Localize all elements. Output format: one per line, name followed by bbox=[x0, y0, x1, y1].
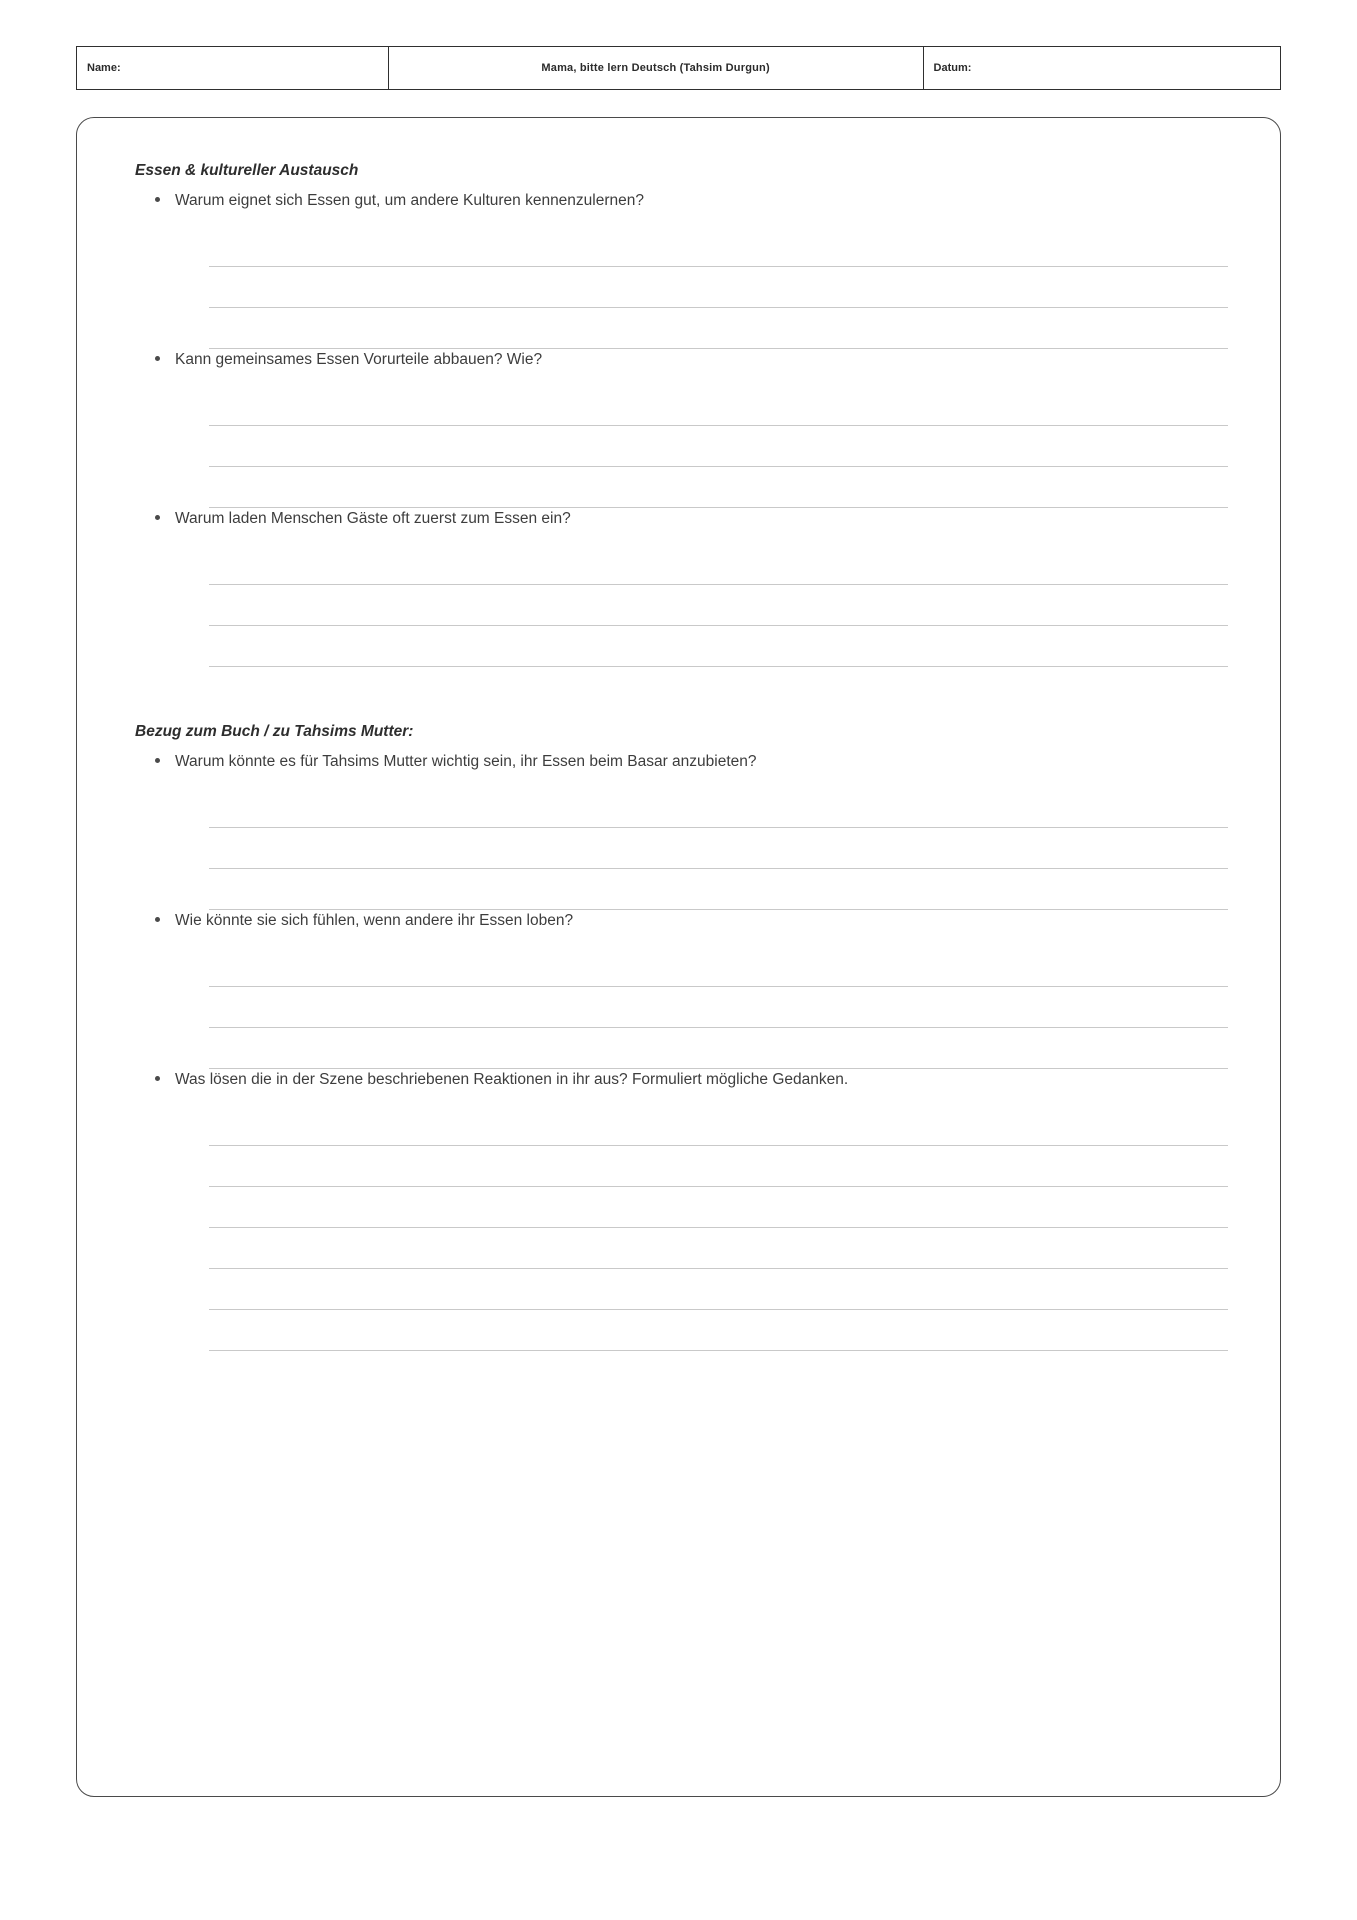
section-title-1: Essen & kultureller Austausch bbox=[135, 162, 359, 179]
question-text: Warum könnte es für Tahsims Mutter wichtig sein, ihr Essen beim Basar anzubieten? bbox=[175, 753, 757, 770]
question-text: Was lösen die in der Szene beschriebenen Reaktionen in ihr aus? Formuliert mögliche Gedanken. bbox=[175, 1071, 849, 1088]
answer-line[interactable] bbox=[209, 426, 1228, 467]
bullet-icon bbox=[155, 356, 160, 361]
question-text: Wie könnte sie sich fühlen, wenn andere ihr Essen loben? bbox=[175, 912, 574, 929]
question-text: Warum eignet sich Essen gut, um andere Kulturen kennenzulernen? bbox=[175, 192, 645, 209]
question-list-1 bbox=[121, 190, 1236, 667]
answer-lines[interactable] bbox=[175, 946, 1236, 1069]
bullet-icon bbox=[155, 1076, 160, 1081]
question-item bbox=[121, 751, 1236, 910]
answer-line[interactable] bbox=[209, 544, 1228, 585]
answer-line[interactable] bbox=[209, 1028, 1228, 1069]
answer-line[interactable] bbox=[209, 1146, 1228, 1187]
answer-lines[interactable] bbox=[175, 226, 1236, 349]
question-item bbox=[121, 508, 1236, 667]
content-box bbox=[76, 117, 1281, 1797]
header-row bbox=[77, 47, 1281, 90]
answer-lines[interactable] bbox=[175, 544, 1236, 667]
bullet-icon bbox=[155, 758, 160, 763]
answer-line[interactable] bbox=[209, 226, 1228, 267]
answer-line[interactable] bbox=[209, 1269, 1228, 1310]
answer-line[interactable] bbox=[209, 585, 1228, 626]
answer-line[interactable] bbox=[209, 1105, 1228, 1146]
answer-line[interactable] bbox=[209, 1310, 1228, 1351]
answer-lines[interactable] bbox=[175, 1105, 1236, 1351]
answer-line[interactable] bbox=[209, 869, 1228, 910]
answer-line[interactable] bbox=[209, 946, 1228, 987]
answer-line[interactable] bbox=[209, 828, 1228, 869]
answer-line[interactable] bbox=[209, 308, 1228, 349]
answer-line[interactable] bbox=[209, 626, 1228, 667]
header-table bbox=[76, 46, 1281, 90]
bullet-icon bbox=[155, 515, 160, 520]
question-item bbox=[121, 349, 1236, 508]
bullet-icon bbox=[155, 197, 160, 202]
name-field-label: Name: bbox=[77, 47, 389, 90]
date-field-label: Datum: bbox=[923, 47, 1280, 90]
answer-line[interactable] bbox=[209, 1228, 1228, 1269]
answer-line[interactable] bbox=[209, 987, 1228, 1028]
question-item bbox=[121, 910, 1236, 1069]
answer-line[interactable] bbox=[209, 1187, 1228, 1228]
answer-lines[interactable] bbox=[175, 787, 1236, 910]
answer-line[interactable] bbox=[209, 267, 1228, 308]
question-item bbox=[121, 190, 1236, 349]
section-title-2: Bezug zum Buch / zu Tahsims Mutter: bbox=[135, 723, 414, 740]
answer-line[interactable] bbox=[209, 385, 1228, 426]
worksheet-title: Mama, bitte lern Deutsch (Tahsim Durgun) bbox=[388, 47, 923, 90]
question-list-2 bbox=[121, 751, 1236, 1351]
question-text: Kann gemeinsames Essen Vorurteile abbauen? Wie? bbox=[175, 351, 543, 368]
bullet-icon bbox=[155, 917, 160, 922]
question-item bbox=[121, 1069, 1236, 1351]
answer-lines[interactable] bbox=[175, 385, 1236, 508]
answer-line[interactable] bbox=[209, 467, 1228, 508]
question-text: Warum laden Menschen Gäste oft zuerst zum Essen ein? bbox=[175, 510, 571, 527]
answer-line[interactable] bbox=[209, 787, 1228, 828]
